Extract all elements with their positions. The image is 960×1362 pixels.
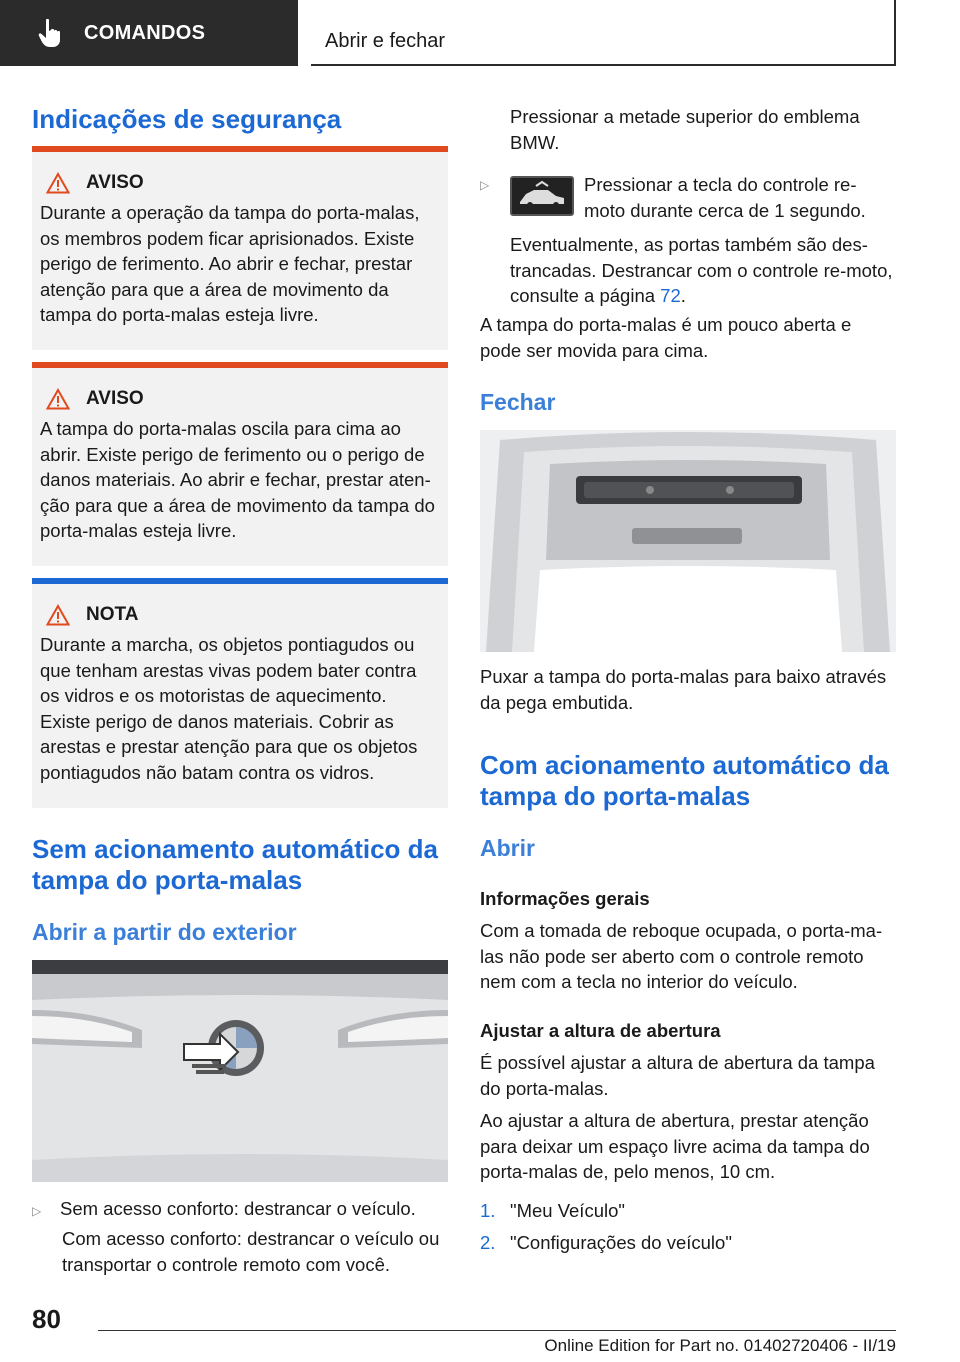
footer-divider xyxy=(98,1330,896,1331)
chapter-title: Abrir e fechar xyxy=(325,30,446,52)
note-box xyxy=(32,578,448,808)
press-emblem-text: Pressionar a metade superior do emblema BMW. xyxy=(510,106,860,153)
heading-safety: Indicações de segurança xyxy=(32,104,342,134)
tampa-text: A tampa do porta-malas é um pouco aberta e pode ser movida para cima. xyxy=(480,314,852,361)
info-text: Com a tomada de reboque ocupada, o porta-ma-las não pode ser aberto com o controle remoto nem com a tecla no interior do veículo. xyxy=(480,920,883,992)
warning-text: Durante a operação da tampa do porta-malas, os membros podem ficar aprisionados. Existe perigo de ferimento. Ao abrir e fechar, prestar atenção para que a área de movimento da tampa do porta-malas esteja livre. xyxy=(40,202,420,325)
warning-triangle-icon xyxy=(46,172,70,194)
heading-ajustar: Ajustar a altura de abertura xyxy=(480,1020,721,1041)
bullet-continuation: Com acesso conforto: destrancar o veículo ou transportar o controle remoto com você. xyxy=(62,1228,440,1275)
warning-box-2 xyxy=(32,362,448,566)
warning-triangle-icon xyxy=(46,604,70,626)
section-tab xyxy=(0,0,298,66)
heading-sem-acionamento: Sem acionamento automático da tampa do porta-malas xyxy=(32,834,438,895)
heading-com-acionamento: Com acionamento automático da tampa do porta-malas xyxy=(480,750,889,811)
ajustar-text-2: Ao ajustar a altura de abertura, prestar atenção para deixar um espaço livre acima da tampa do porta-malas de, pelo menos, 10 cm. xyxy=(480,1110,870,1182)
warning-box-1 xyxy=(32,146,448,350)
section-title: COMANDOS xyxy=(84,21,206,44)
puxar-text: Puxar a tampa do porta-malas para baixo através da pega embutida. xyxy=(480,666,887,713)
warning-text: A tampa do porta-malas oscila para cima ao abrir. Existe perigo de ferimento ou o perigo de danos materiais. Ao abrir e fechar, prestar aten-ção para que a área de movimento da tampa do porta-malas esteja livre. xyxy=(40,418,435,541)
hand-pointer-icon xyxy=(38,18,64,48)
car-key-button-icon xyxy=(510,176,574,216)
heading-abrir-exterior: Abrir a partir do exterior xyxy=(32,919,297,945)
eventual-text: Eventualmente, as portas também são des-trancadas. Destrancar com o controle re-moto, consulte a página 72. xyxy=(510,234,893,306)
warning-triangle-icon xyxy=(46,388,70,410)
list-item: 1. "Meu Veículo" xyxy=(480,1200,625,1221)
triangle-bullet-icon: ▷ xyxy=(480,178,490,192)
note-title: NOTA xyxy=(86,604,139,625)
heading-abrir: Abrir xyxy=(480,835,535,861)
warning-title: AVISO xyxy=(86,388,144,409)
footer-edition: Online Edition for Part no. 01402720406 - II/19 xyxy=(544,1336,896,1355)
ajustar-text-1: É possível ajustar a altura de abertura da tampa do porta-malas. xyxy=(480,1052,875,1099)
list-item: 2. "Configurações do veículo" xyxy=(480,1232,732,1253)
list-item: ▷ Sem acesso conforto: destrancar o veículo. xyxy=(32,1196,448,1225)
page-link[interactable]: 72 xyxy=(660,285,681,306)
heading-info-gerais: Informações gerais xyxy=(480,888,650,909)
chapter-header xyxy=(311,0,896,66)
emblem-photo xyxy=(32,960,448,1182)
tailgate-photo xyxy=(480,430,896,652)
page-number: 80 xyxy=(32,1304,61,1334)
note-text: Durante a marcha, os objetos pontiagudos ou que tenham arestas vivas podem bater contra os vidros e os motoristas de aquecimento. Existe perigo de danos materiais. Cobrir as arestas e prestar atenção para que os objetos pontiagudos não batam contra os vidros. xyxy=(40,634,418,783)
triangle-bullet-icon: ▷ xyxy=(32,1204,42,1218)
warning-title: AVISO xyxy=(86,172,144,193)
heading-fechar: Fechar xyxy=(480,389,556,415)
